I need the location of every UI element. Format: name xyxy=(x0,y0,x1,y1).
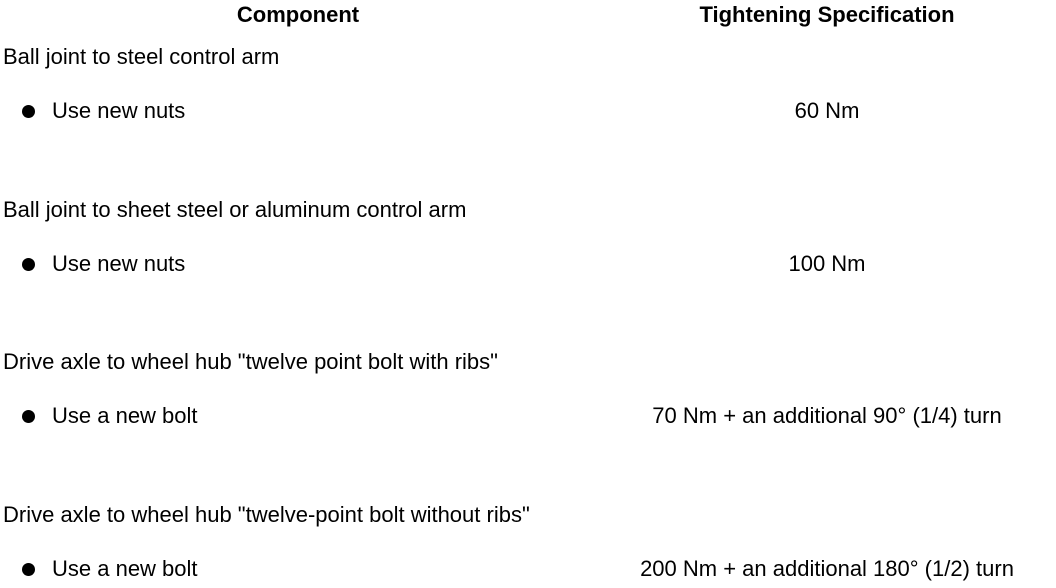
component-title: Ball joint to sheet steel or aluminum control arm xyxy=(3,197,467,222)
bullet-note: Use new nuts xyxy=(52,251,186,276)
bullet-note: Use a new bolt xyxy=(52,403,198,428)
header-component: Component xyxy=(236,2,360,27)
bullet-note: Use a new bolt xyxy=(52,556,198,581)
tightening-spec: 100 Nm xyxy=(788,251,866,276)
bullet-icon xyxy=(22,105,35,118)
tightening-spec: 200 Nm + an additional 180° (1/2) turn xyxy=(640,556,1014,581)
table-row xyxy=(0,98,1056,124)
bullet-icon xyxy=(22,258,35,271)
bullet-icon xyxy=(22,410,35,423)
bullet-icon xyxy=(22,563,35,576)
component-title: Drive axle to wheel hub "twelve-point bolt without ribs" xyxy=(3,502,530,527)
tightening-spec: 60 Nm xyxy=(794,98,860,123)
table-row xyxy=(0,403,1056,429)
bullet-note: Use new nuts xyxy=(52,98,186,123)
table-row xyxy=(0,556,1056,582)
table-row xyxy=(0,251,1056,277)
header-tightening-specification: Tightening Specification xyxy=(699,2,955,27)
component-title: Drive axle to wheel hub "twelve point bolt with ribs" xyxy=(3,349,498,374)
tightening-spec: 70 Nm + an additional 90° (1/4) turn xyxy=(652,403,1002,428)
component-title: Ball joint to steel control arm xyxy=(3,44,280,69)
